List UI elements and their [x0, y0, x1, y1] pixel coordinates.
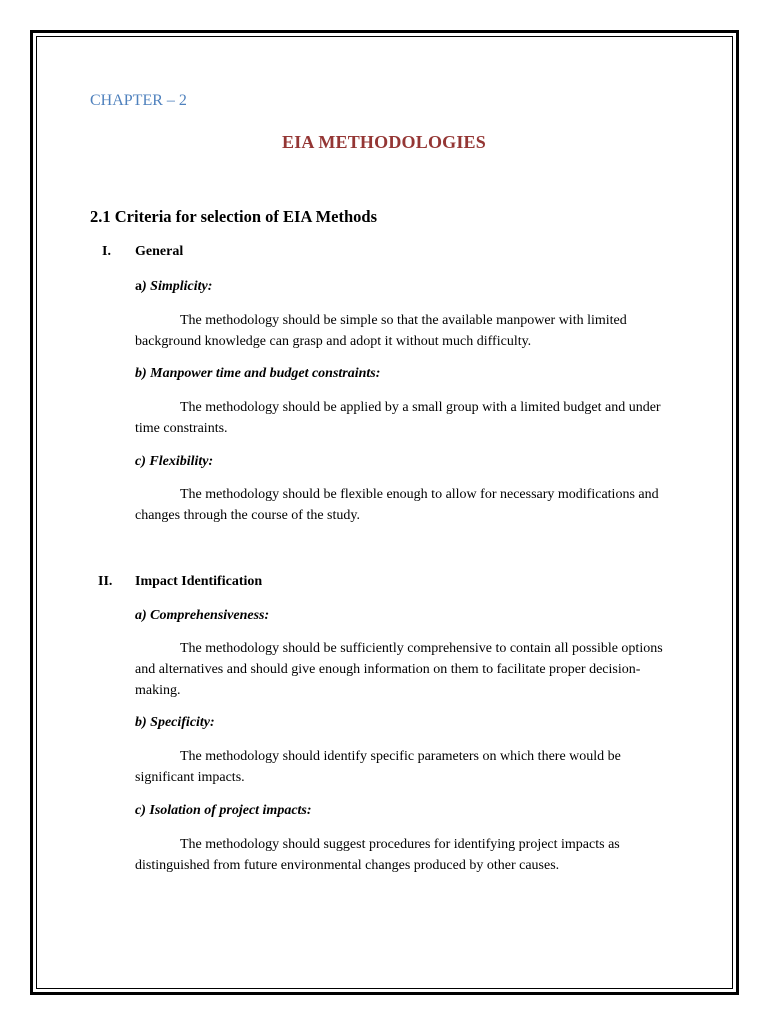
paragraph-manpower: The methodology should be applied by a small group with a limited budget and under time constraints. — [135, 400, 661, 436]
subheading-isolation: c) Isolation of project impacts: — [135, 803, 312, 818]
group-heading-impact: Impact Identification — [135, 574, 263, 589]
section-heading: 2.1 Criteria for selection of EIA Methods — [90, 207, 378, 226]
subheading-prefix: a — [135, 279, 142, 294]
paragraph-simplicity: The methodology should be simple so that the available manpower with limited background knowledge can grasp and adopt it without much difficulty. — [135, 313, 627, 349]
page-title: EIA METHODOLOGIES — [282, 132, 486, 152]
paragraph-specificity: The methodology should identify specific parameters on which there would be significant impacts. — [135, 749, 621, 785]
subheading-comprehensiveness: a) Comprehensiveness: — [135, 608, 270, 623]
subheading-label: ) Simplicity: — [142, 279, 213, 294]
subheading-specificity: b) Specificity: — [135, 715, 215, 730]
group-heading-general: General — [135, 244, 184, 259]
group-numeral-general: I. — [102, 244, 111, 259]
paragraph-comprehensiveness: The methodology should be sufficiently comprehensive to contain all possible options and alternatives and should give enough information on them to facilitate proper decision-making. — [135, 641, 663, 698]
subheading-simplicity — [135, 279, 212, 295]
paragraph-isolation: The methodology should suggest procedures for identifying project impacts as distinguished from future environmental changes produced by other causes. — [135, 837, 620, 873]
subheading-flexibility: c) Flexibility: — [135, 454, 214, 469]
subheading-manpower: b) Manpower time and budget constraints: — [135, 366, 381, 381]
paragraph-flexibility: The methodology should be flexible enough to allow for necessary modifications and changes through the course of the study. — [135, 487, 659, 523]
group-numeral-impact: II. — [98, 574, 113, 589]
chapter-label: CHAPTER – 2 — [90, 92, 187, 109]
